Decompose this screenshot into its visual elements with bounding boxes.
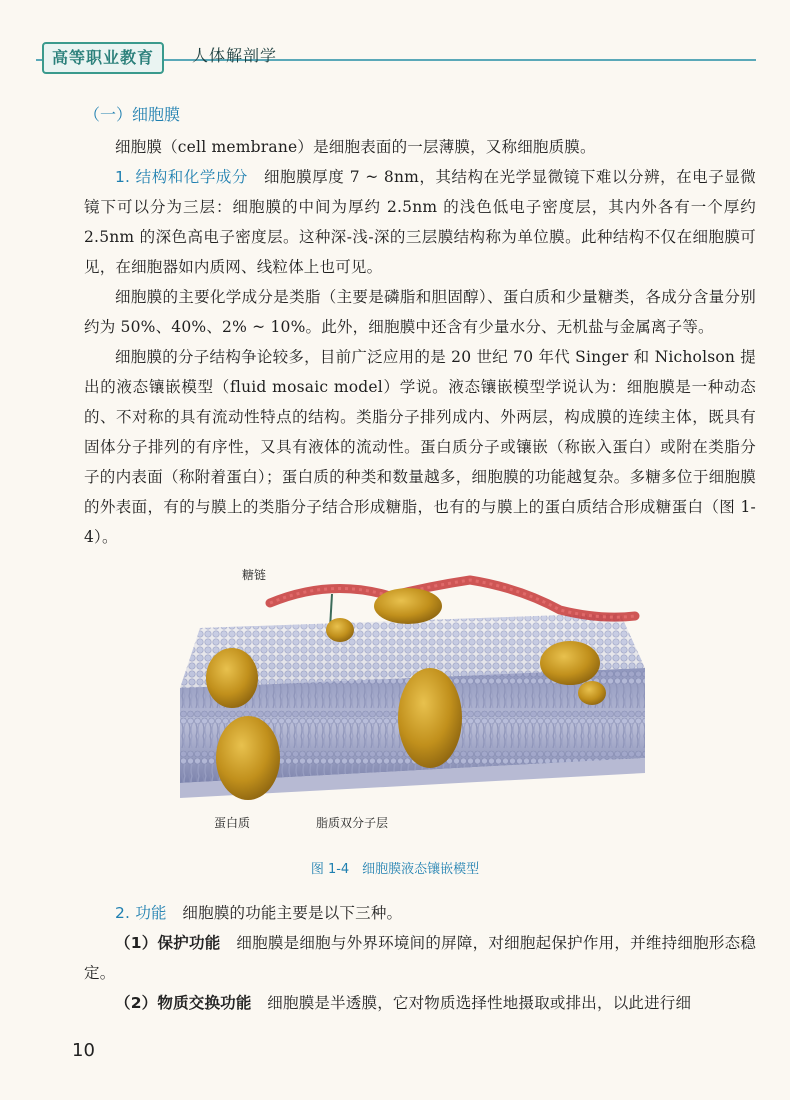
function-intro-paragraph bbox=[84, 898, 756, 928]
protection-paragraph bbox=[84, 928, 756, 988]
intro-paragraph: 细胞膜（cell membrane）是细胞表面的一层薄膜，又称细胞质膜。 bbox=[115, 138, 596, 156]
function-section bbox=[84, 898, 756, 1018]
function-intro: 细胞膜的功能主要是以下三种。 bbox=[182, 904, 403, 922]
model-paragraph: 细胞膜的分子结构争论较多，目前广泛应用的是 20 世纪 70 年代 Singer 和 Nicholson 提出的液态镶嵌模型（fluid mosaic model）学说。液态镶嵌模型学说认为：细胞膜是一种动态的、不对称的具有流动性特点的结构。类脂分子排列成内、外两层，构成膜的连续主体，既具有固体分子排列的有序性，又具有液体的流动性。蛋白质分子或镶嵌（称嵌入蛋白）或附在类脂分子的内表面（称附着蛋白）；蛋白质的种类和数量越多，细胞膜的功能越复杂。多糖多位于细胞膜的外表面，有的与膜上的类脂分子结合形成糖脂，也有的与膜上的蛋白质结合形成糖蛋白（图 1-4）。 bbox=[84, 348, 756, 546]
membrane-illustration bbox=[180, 558, 650, 848]
section-title: （一）细胞膜 bbox=[84, 105, 181, 124]
protection-heading: （1）保护功能 bbox=[115, 934, 221, 952]
fluid-mosaic-figure bbox=[180, 558, 650, 848]
exchange-paragraph bbox=[84, 988, 756, 1018]
figure-caption: 图 1-4 细胞膜液态镶嵌模型 bbox=[310, 862, 480, 877]
structure-paragraph bbox=[84, 162, 756, 282]
chemistry-paragraph: 细胞膜的主要化学成分是类脂（主要是磷脂和胆固醇）、蛋白质和少量糖类，各成分含量分别约为 50%、40%、2% ~ 10%。此外，细胞膜中还含有少量水分、无机盐与金属离子等。 bbox=[84, 288, 756, 336]
page-header bbox=[0, 34, 790, 74]
lipid-bilayer-label: 脂质双分子层 bbox=[316, 816, 389, 830]
function-heading: 2. 功能 bbox=[115, 904, 167, 922]
sugar-chain-label: 糖链 bbox=[242, 568, 267, 582]
main-content bbox=[84, 100, 756, 552]
protein-label: 蛋白质 bbox=[214, 816, 251, 830]
structure-heading: 1. 结构和化学成分 bbox=[115, 168, 248, 186]
page-number: 10 bbox=[72, 1040, 95, 1061]
exchange-text: 细胞膜是半透膜，它对物质选择性地摄取或排出，以此进行细 bbox=[267, 994, 692, 1012]
book-title: 人体解剖学 bbox=[192, 46, 278, 65]
exchange-heading: （2）物质交换功能 bbox=[115, 994, 252, 1012]
protection-text: 细胞膜是细胞与外界环境间的屏障，对细胞起保护作用，并维持细胞形态稳定。 bbox=[84, 934, 757, 982]
structure-text: 细胞膜厚度 7 ~ 8nm，其结构在光学显微镜下难以分辨，在电子显微镜下可以分为三层：细胞膜的中间为厚约 2.5nm 的浅色低电子密度层，其内外各有一个厚约 2.5nm 的深色高电子密度层。这种深-浅-深的三层膜结构称为单位膜。此种结构不仅在细胞膜可见，在细胞器如内质网、线粒体上也可见。 bbox=[84, 168, 756, 276]
series-badge: 高等职业教育 bbox=[42, 42, 164, 74]
